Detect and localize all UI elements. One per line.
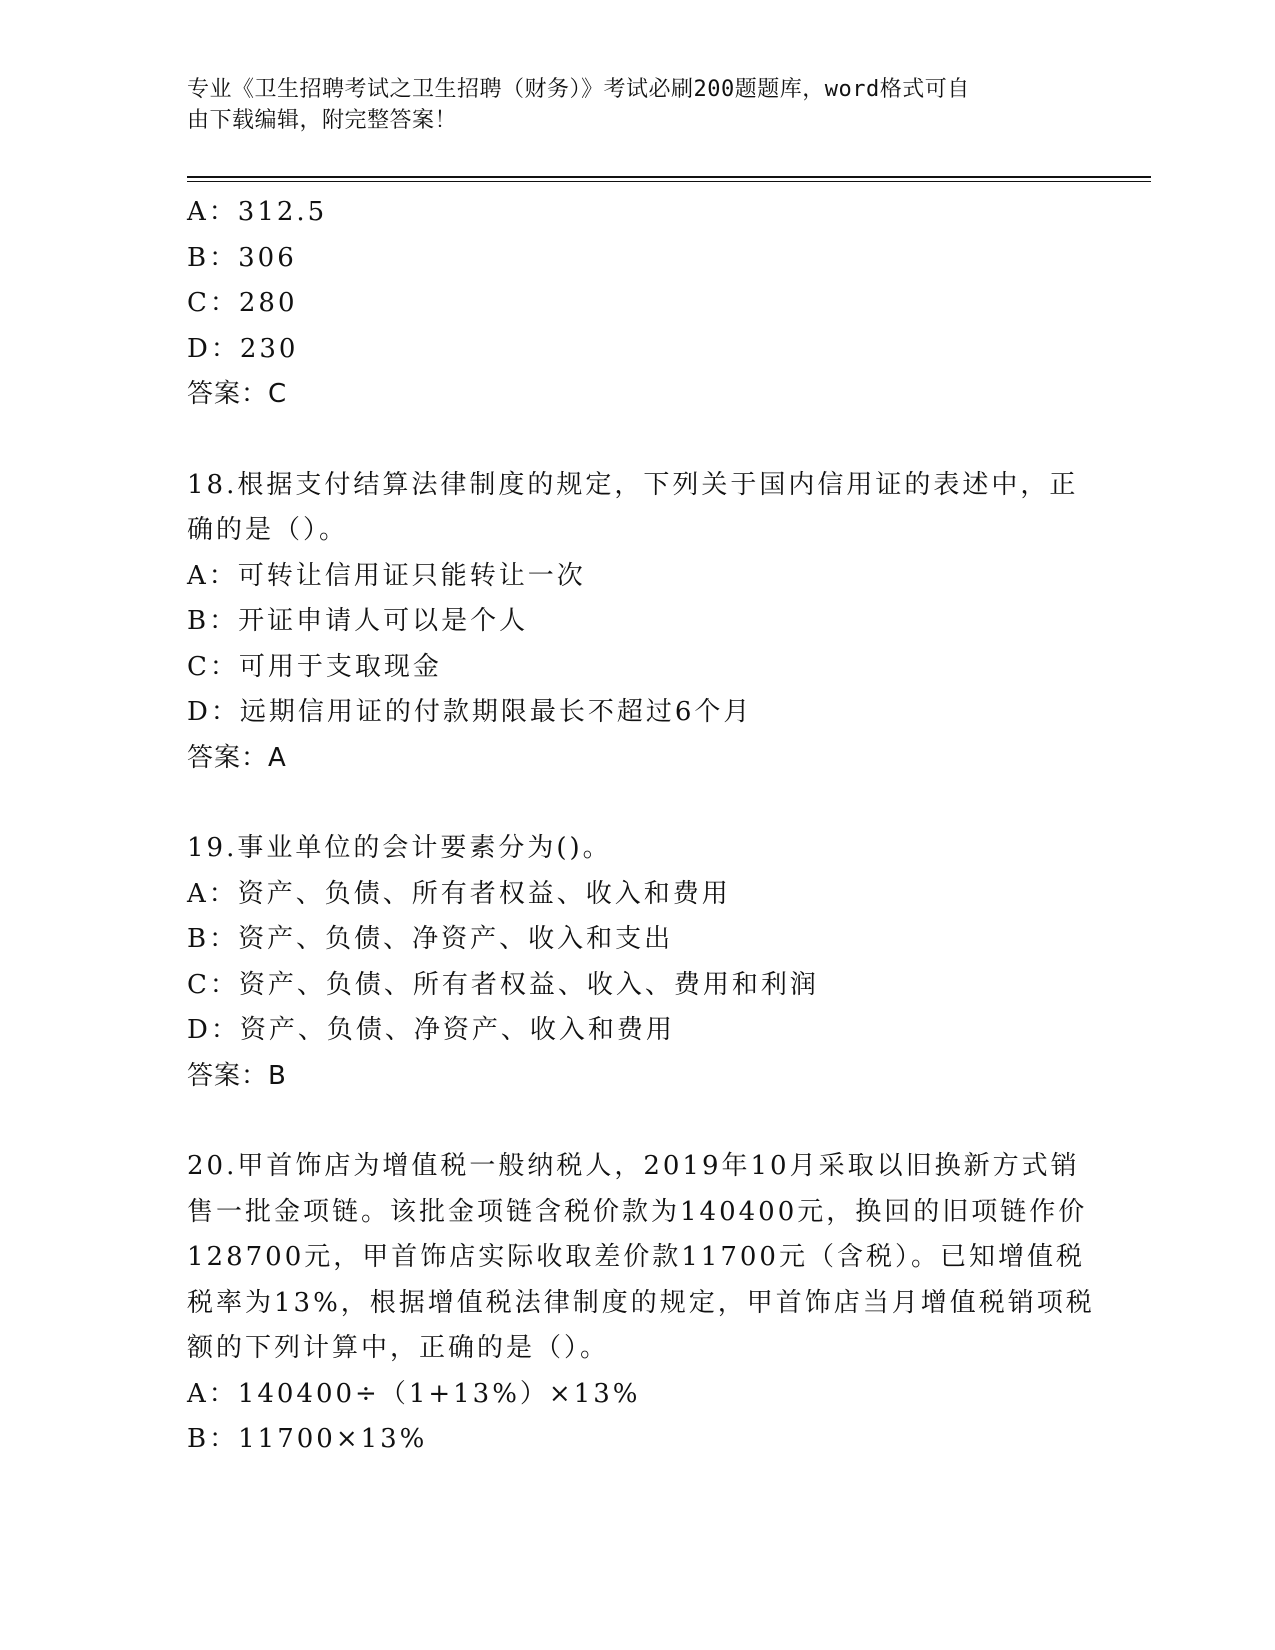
option-a: A：312.5 bbox=[187, 197, 328, 227]
header-line-2: 由下载编辑，附完整答案！ bbox=[187, 108, 458, 133]
question-text-line: 额的下列计算中，正确的是（）。 bbox=[187, 1333, 610, 1363]
option-c: C：280 bbox=[187, 288, 298, 318]
question-text-line: 售一批金项链。该批金项链含税价款为140400元，换回的旧项链作价 bbox=[187, 1196, 1088, 1227]
option-b: B：306 bbox=[187, 242, 297, 273]
option-d: D：远期信用证的付款期限最长不超过6个月 bbox=[187, 697, 753, 727]
question-18 bbox=[187, 463, 1087, 782]
header-line-1: 专业《卫生招聘考试之卫生招聘（财务）》考试必刷200题题库，word格式可自 bbox=[187, 77, 970, 102]
question-text-line: 19.事业单位的会计要素分为()。 bbox=[187, 833, 612, 863]
answer: 答案：C bbox=[187, 379, 288, 409]
option-d: D：资产、负债、净资产、收入和费用 bbox=[187, 1015, 675, 1045]
header-divider-thick bbox=[187, 176, 1151, 178]
question-19 bbox=[187, 826, 1087, 1099]
option-a: A：可转让信用证只能转让一次 bbox=[187, 560, 586, 591]
question-text-line: 20.甲首饰店为增值税一般纳税人，2019年10月采取以旧换新方式销 bbox=[187, 1151, 1080, 1181]
question-17 bbox=[187, 190, 1087, 418]
question-20 bbox=[187, 1144, 1095, 1463]
question-text-line: 税率为13%，根据增值税法律制度的规定，甲首饰店当月增值税销项税 bbox=[187, 1287, 1095, 1318]
question-text-line: 18.根据支付结算法律制度的规定，下列关于国内信用证的表述中，正 bbox=[187, 469, 1079, 500]
option-b: B：11700×13% bbox=[187, 1424, 428, 1454]
header-divider-thin bbox=[187, 181, 1151, 182]
option-a: A：资产、负债、所有者权益、收入和费用 bbox=[187, 878, 731, 909]
option-a: A：140400÷（1+13%）×13% bbox=[187, 1378, 641, 1409]
option-b: B：开证申请人可以是个人 bbox=[187, 606, 529, 636]
page-header bbox=[187, 74, 1067, 136]
option-c: C：资产、负债、所有者权益、收入、费用和利润 bbox=[187, 969, 819, 1000]
question-content bbox=[187, 190, 1095, 1463]
question-text-line: 确的是（）。 bbox=[187, 515, 349, 545]
option-b: B：资产、负债、净资产、收入和支出 bbox=[187, 924, 674, 954]
option-c: C：可用于支取现金 bbox=[187, 651, 442, 682]
question-text-line: 128700元，甲首饰店实际收取差价款11700元（含税）。已知增值税 bbox=[187, 1242, 1085, 1272]
answer: 答案：A bbox=[187, 742, 287, 773]
answer: 答案：B bbox=[187, 1060, 287, 1091]
option-d: D：230 bbox=[187, 333, 299, 364]
